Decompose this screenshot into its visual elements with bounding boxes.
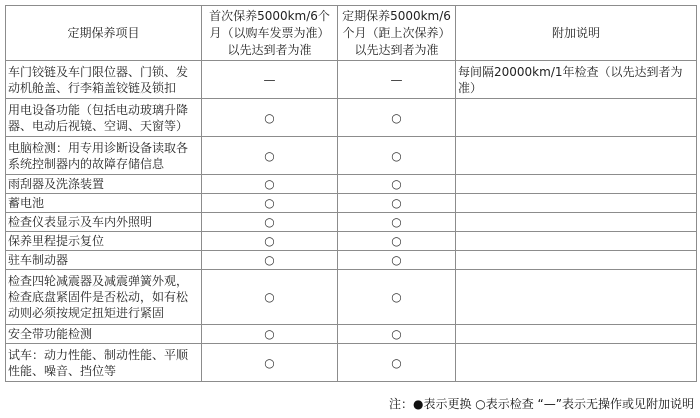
table-header-row [6,6,697,61]
check-mark-circle-icon: ○ [391,110,402,125]
table-row [6,325,697,344]
table-row [6,175,697,194]
regular-service-cell [338,251,456,270]
legend-footnote: 注：●表示更换 ○表示检查 “—”表示无操作或见附加说明 [388,397,694,411]
header-maintenance-item: 定期保养项目 [6,6,202,61]
check-mark-circle-icon: ○ [391,290,402,304]
maintenance-item-cell: 车门铰链及车门限位器、门锁、发动机舱盖、行李箱盖铰链及锁扣 [6,61,202,99]
first-service-cell [202,137,338,175]
check-mark-circle-icon: ○ [264,234,275,248]
first-service-cell [202,325,338,344]
check-mark-circle-icon: ○ [391,177,402,191]
notes-cell [456,213,697,232]
check-mark-circle-icon: ○ [391,327,402,341]
check-mark-circle-icon: ○ [264,355,275,370]
regular-service-cell [338,99,456,137]
check-mark-circle-icon: ○ [264,196,275,210]
check-mark-circle-icon: ○ [391,234,402,248]
table-row [6,232,697,251]
table-row [6,251,697,270]
regular-service-cell [338,232,456,251]
maintenance-table [5,5,697,382]
header-first-service: 首次保养5000km/6个月（以购车发票为准）以先达到者为准 [202,6,338,61]
header-notes: 附加说明 [456,6,697,61]
no-operation-dash: — [390,72,403,87]
regular-service-cell [338,344,456,382]
first-service-cell [202,61,338,99]
maintenance-item-cell: 用电设备功能（包括电动玻璃升降器、电动后视镜、空调、天窗等） [6,99,202,137]
maintenance-item-cell: 雨刮器及洗涤装置 [6,175,202,194]
regular-service-cell [338,213,456,232]
first-service-cell [202,213,338,232]
regular-service-cell [338,61,456,99]
check-mark-circle-icon: ○ [391,196,402,210]
notes-cell [456,194,697,213]
maintenance-item-cell: 检查仪表显示及车内外照明 [6,213,202,232]
first-service-cell [202,99,338,137]
notes-cell [456,270,697,325]
first-service-cell [202,270,338,325]
table-row [6,99,697,137]
notes-cell: 每间隔20000km/1年检查（以先达到者为准） [456,61,697,99]
maintenance-item-cell: 电脑检测：用专用诊断设备读取各系统控制器内的故障存储信息 [6,137,202,175]
notes-cell [456,251,697,270]
regular-service-cell [338,194,456,213]
check-mark-circle-icon: ○ [264,290,275,304]
maintenance-schedule [5,5,696,382]
maintenance-item-cell: 蓄电池 [6,194,202,213]
notes-cell [456,137,697,175]
no-operation-dash: — [263,72,276,87]
maintenance-item-cell: 安全带功能检测 [6,325,202,344]
table-row [6,344,697,382]
regular-service-cell [338,175,456,194]
notes-cell [456,175,697,194]
table-row [6,194,697,213]
regular-service-cell [338,325,456,344]
check-mark-circle-icon: ○ [391,253,402,267]
check-mark-circle-icon: ○ [391,148,402,163]
maintenance-item-cell: 驻车制动器 [6,251,202,270]
first-service-cell [202,194,338,213]
table-row [6,213,697,232]
maintenance-item-cell: 试车：动力性能、制动性能、平顺性能、噪音、挡位等 [6,344,202,382]
notes-cell [456,232,697,251]
notes-cell [456,99,697,137]
maintenance-item-cell: 保养里程提示复位 [6,232,202,251]
first-service-cell [202,251,338,270]
check-mark-circle-icon: ○ [264,177,275,191]
table-body [6,61,697,382]
check-mark-circle-icon: ○ [264,215,275,229]
first-service-cell [202,232,338,251]
table-row [6,61,697,99]
table-row [6,270,697,325]
check-mark-circle-icon: ○ [264,148,275,163]
check-mark-circle-icon: ○ [391,355,402,370]
regular-service-cell [338,270,456,325]
table-row [6,137,697,175]
first-service-cell [202,175,338,194]
check-mark-circle-icon: ○ [264,327,275,341]
header-regular-service: 定期保养5000km/6个月（距上次保养）以先达到者为准 [338,6,456,61]
regular-service-cell [338,137,456,175]
check-mark-circle-icon: ○ [264,110,275,125]
notes-cell [456,325,697,344]
check-mark-circle-icon: ○ [391,215,402,229]
notes-cell [456,344,697,382]
maintenance-item-cell: 检查四轮减震器及减震弹簧外观，检查底盘紧固件是否松动，如有松动则必须按规定扭矩进行紧固 [6,270,202,325]
check-mark-circle-icon: ○ [264,253,275,267]
first-service-cell [202,344,338,382]
